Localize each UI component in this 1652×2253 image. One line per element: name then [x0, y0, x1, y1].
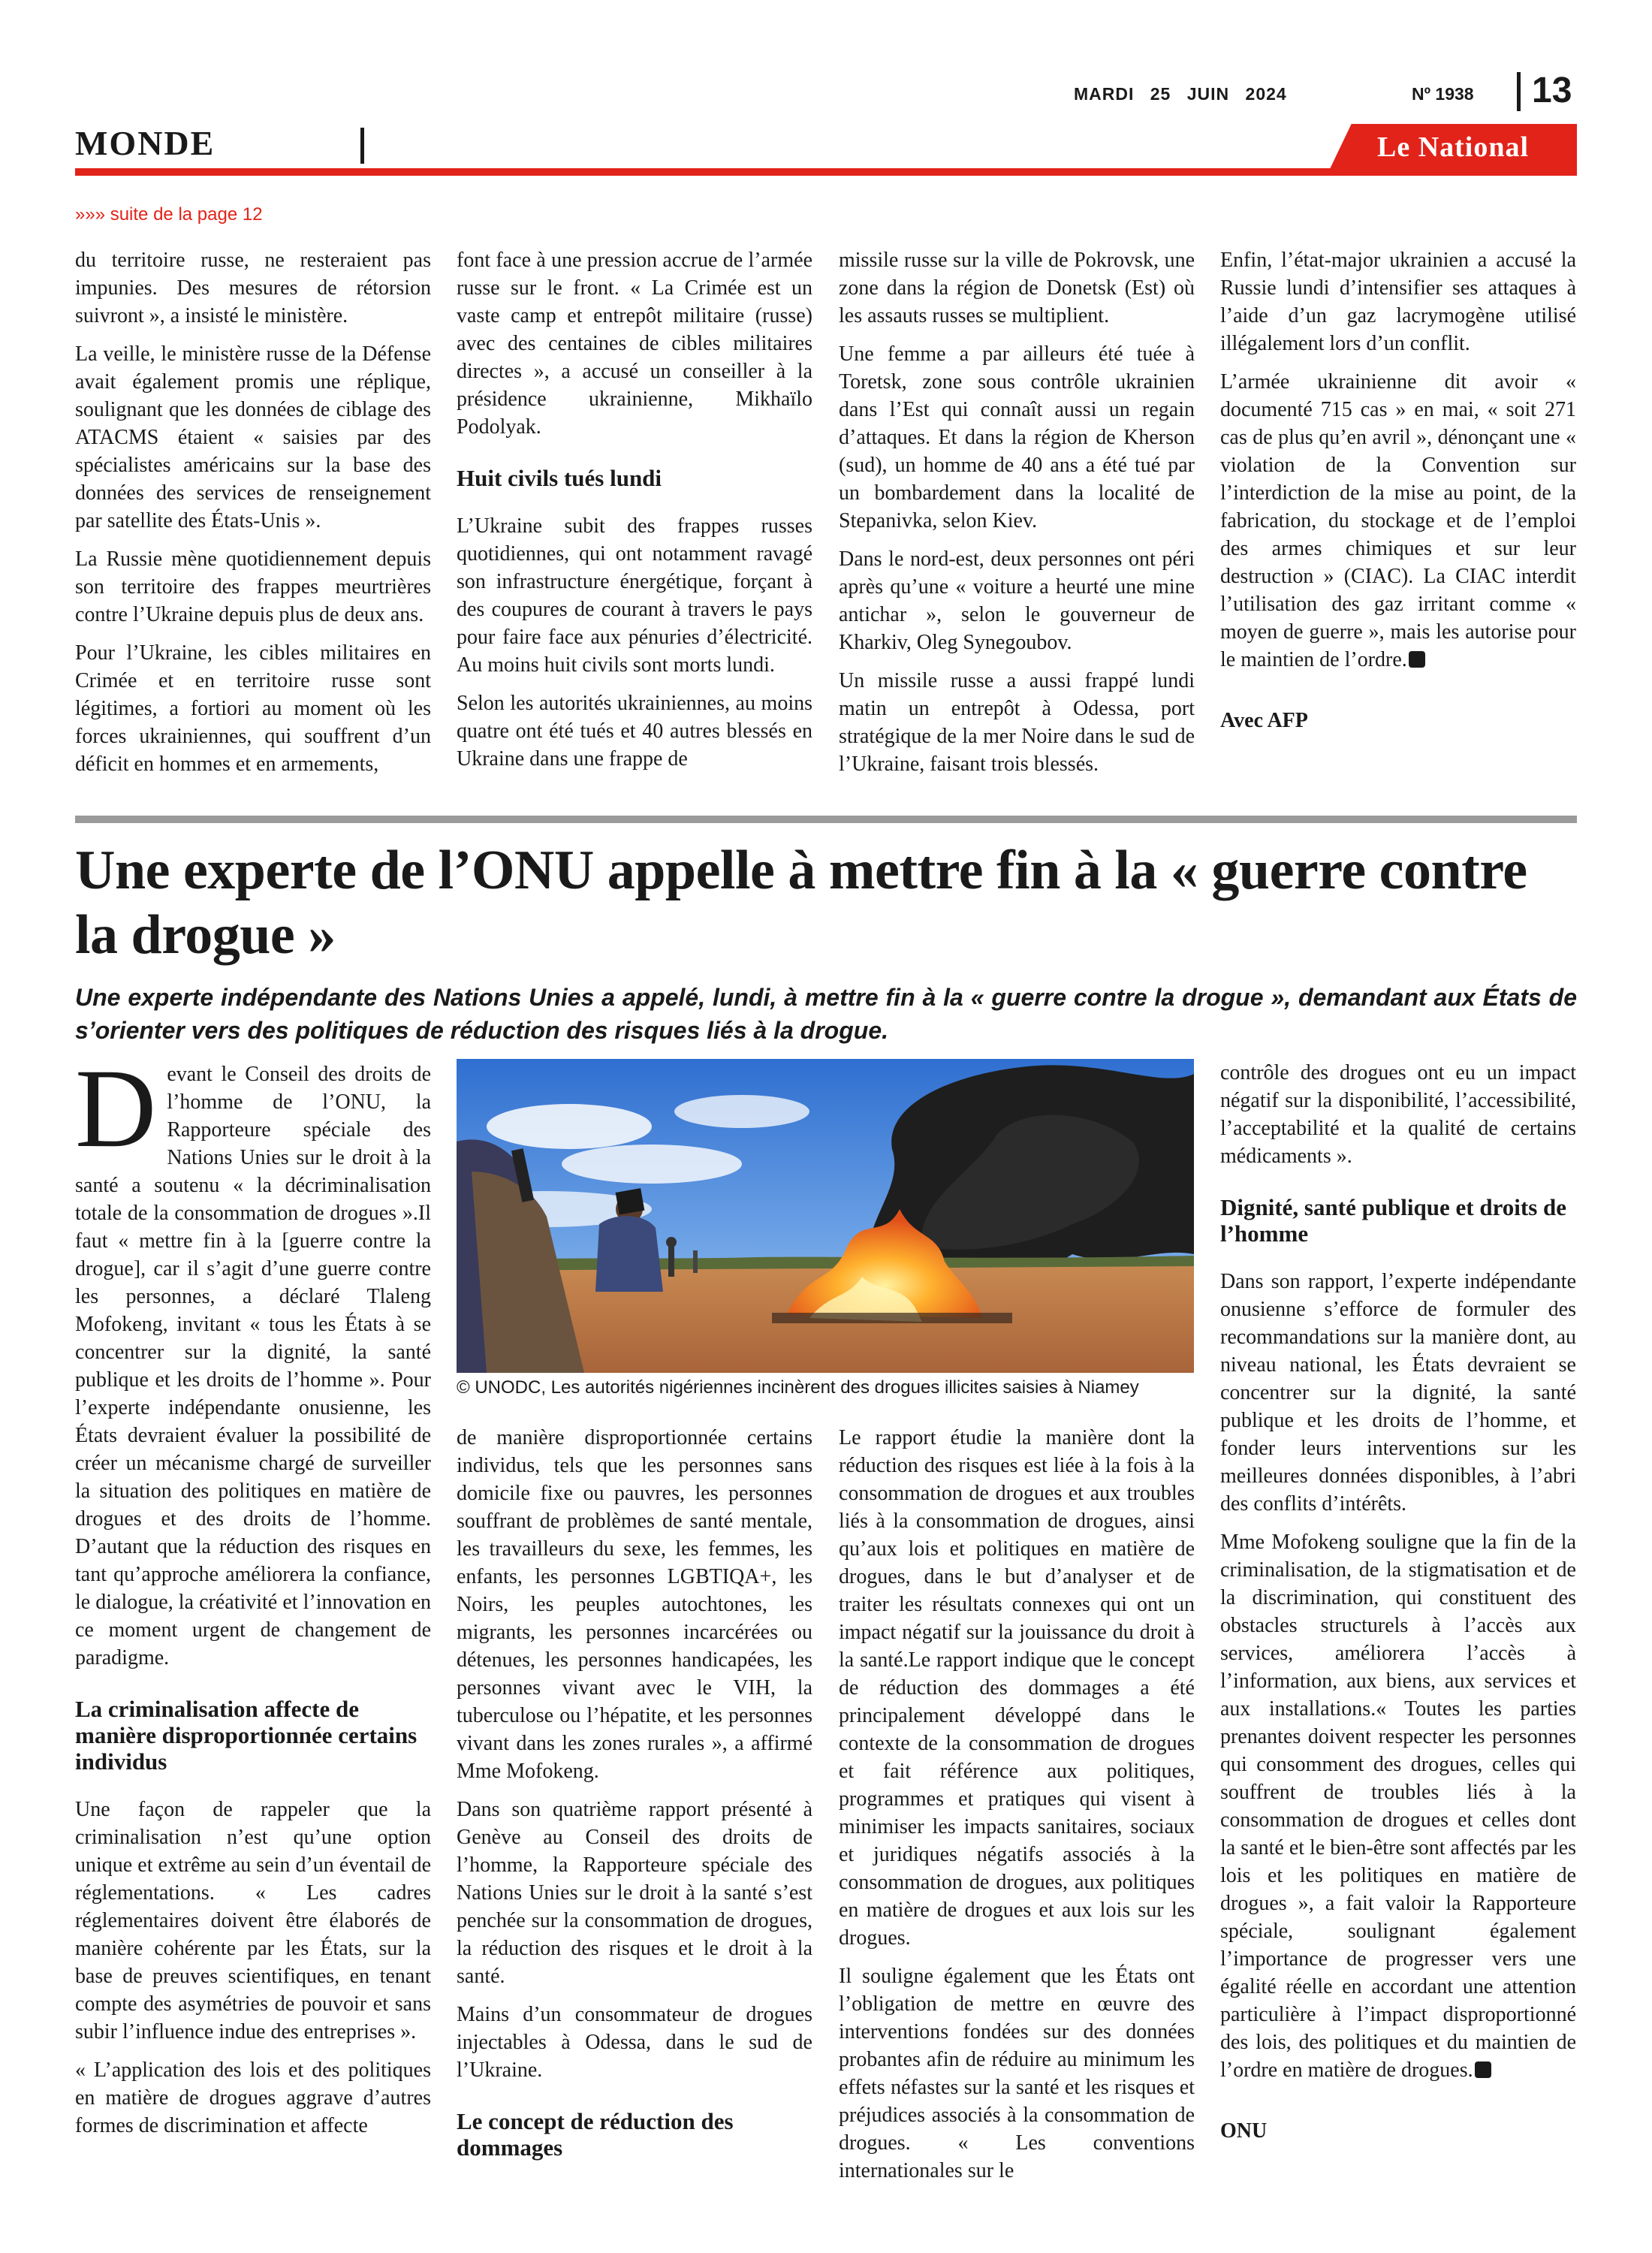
paragraph: La Russie mène quotidiennement depuis son territoire des frappes meurtrières contre l’Ukraine depuis plus de deux ans.: [75, 547, 431, 626]
paragraph: [75, 1046, 431, 1672]
subheading: Dignité, santé publique et droits de l’homme: [1220, 1194, 1567, 1247]
paragraph: [1220, 368, 1576, 674]
paragraph: du territoire russe, ne resteraient pas impunies. Des mesures de rétorsion suivront », a insisté le ministère.: [75, 249, 431, 327]
paragraph: Un missile russe a aussi frappé lundi matin un entrepôt à Odessa, port stratégique de la mer Noire dans le sud de l’Ukraine, faisant trois blessés.: [839, 669, 1195, 776]
paragraph: missile russe sur la ville de Pokrovsk, une zone dans la région de Donetsk (Est) où les assauts russes se multiplient.: [839, 249, 1195, 327]
byline: Avec AFP: [1220, 709, 1308, 732]
photo-caption: © UNODC, Les autorités nigériennes incinèrent des drogues illicites saisies à Niamey: [457, 1377, 1139, 1398]
continued-from[interactable]: »»» suite de la page 12: [75, 204, 263, 225]
paragraph: Une façon de rappeler que la criminalisation n’est qu’une option unique et extrême au sein d’un éventail de réglementations. « Les cadres réglementaires doivent être élaborés de manière cohérente par les États, sur la base de preuves scientifiques, en tenant compte des asymétries de pouvoir et sans subir l’influence indue des entreprises ».: [75, 1798, 431, 2043]
paragraph: L’Ukraine subit des frappes russes quotidiennes, qui ont notamment ravagé son infrastructure énergétique, forçant à des coupures de courant à travers le pays pour faire face aux pénuries d’électricité. Au moins huit civils sont morts lundi.: [457, 514, 812, 677]
subheading: La criminalisation affecte de manière disproportionnée certains individus: [75, 1696, 418, 1775]
subheading: Huit civils tués lundi: [457, 465, 662, 491]
paragraph: Selon les autorités ukrainiennes, au moins quatre ont été tués et 40 autres blessés en Ukraine dans une frappe de: [457, 692, 812, 771]
article-separator: [75, 816, 1577, 823]
paragraph: contrôle des drogues ont eu un impact négatif sur la disponibilité, l’accessibilité, l’acceptabilité et la qualité de certains médicaments ».: [1220, 1061, 1576, 1168]
paragraph: de manière disproportionnée certains individus, tels que les personnes sans domicile fixe ou pauvres, les personnes souffrant de problèmes de santé mentale, les travailleurs du sexe, les femmes, les enfants, les personnes LGBTIQA+, les Noirs, les peuples autochtones, les migrants, les personnes incarcérées ou détenues, les personnes handicapées, les personnes vivant avec le VIH, la tuberculose ou l’hépatite, et les personnes vivant dans les zones rurales », a affirmé Mme Mofokeng.: [457, 1426, 812, 1783]
paragraph: Une femme a par ailleurs été tuée à Toretsk, zone sous contrôle ukrainien dans l’Est qui connaît aussi un regain d’attaques. Et dans la région de Kherson (sud), un homme de 40 ans a été tué par un bombardement dans la localité de Stepanivka, selon Kiev.: [839, 342, 1195, 532]
paragraph: Dans son rapport, l’experte indépendante onusienne s’efforce de formuler des recommandations sur la manière dont, au niveau national, les États devraient se concentrer sur la dignité, la santé publique et les droits de l’homme, et fonder leurs interventions sur les meilleures données disponibles, à l’abri des conflits d’intérêts.: [1220, 1270, 1576, 1516]
paragraph: Enfin, l’état-major ukrainien a accusé la Russie lundi d’intensifier ses attaques à l’aide d’un gaz lacrymogène utilisé illégalement lors d’un conflit.: [1220, 249, 1576, 355]
paragraph: [1220, 1528, 1576, 2084]
paragraph: La veille, le ministère russe de la Défense avait également promis une réplique, soulignant que les données de ciblage des ATACMS étaient « saisies par des spécialistes américains sur la base des données des services de renseignement par satellite des États-Unis ».: [75, 342, 431, 532]
end-mark-icon: [1475, 2061, 1491, 2078]
top-story-column-2: [457, 246, 812, 783]
article-column-3: [839, 1424, 1195, 2195]
article-column-4: [1220, 1059, 1576, 2155]
top-story-column-4: [1220, 246, 1576, 745]
paragraph: Pour l’Ukraine, les cibles militaires en Crimée et en territoire russe sont légitimes, a fortiori au moment où les forces ukrainiennes, qui souffrent d’un déficit en hommes et en armements,: [75, 641, 431, 776]
paragraph: font face à une pression accrue de l’armée russe sur le front. « La Crimée est un vaste camp et entrepôt militaire (russe) avec des centaines de cibles militaires directes », a accusé un conseiller à la présidence ukrainienne, Mikhaïlo Podolyak.: [457, 249, 812, 439]
page-number: 13: [1532, 71, 1572, 110]
top-story-column-1: [75, 246, 431, 789]
issue-date: MARDI 25 JUIN 2024: [1074, 84, 1287, 104]
subheading: Le concept de réduction des dommages: [457, 2108, 734, 2161]
article-lede: Une experte indépendante des Nations Unies a appelé, lundi, à mettre fin à la « guerre contre la drogue », demandant aux États de s’orienter vers des politiques de réduction des risques liés à la drogue.: [75, 984, 1577, 1044]
article-headline: Une experte de l’ONU appelle à mettre fin à la « guerre contre la drogue »: [75, 840, 1527, 966]
end-mark-icon: [1409, 651, 1425, 668]
header-divider: [1517, 72, 1521, 111]
masthead-title: Le National: [1377, 131, 1530, 163]
paragraph: Dans le nord-est, deux personnes ont péri après qu’une « voiture a heurté une mine antichar », selon le gouverneur de Kharkiv, Oleg Synegoubov.: [839, 547, 1195, 654]
paragraph: « L’application des lois et des politiques en matière de drogues aggrave d’autres formes de discrimination et affecte: [75, 2058, 431, 2137]
paragraph-text: L’armée ukrainienne dit avoir « documenté 715 cas » en mai, « soit 271 cas de plus qu’en avril », dénonçant une « violation de la Convention sur l’interdiction de la mise au point, de la fabrication, du stockage et de l’emploi des armes chimiques et sur leur destruction » (CIAC). La CIAC interdit l’utilisation des gaz irritant comme « moyen de guerre », mais les autorise pour le maintien de l’ordre.: [1220, 370, 1576, 671]
byline: ONU: [1220, 2119, 1268, 2143]
header-rule: [75, 168, 1577, 176]
article-column-1: [75, 1046, 431, 2150]
top-story-column-3: [839, 246, 1195, 789]
section-divider: [360, 128, 364, 164]
drug-burning-photo: [457, 1059, 1194, 1373]
paragraph: Dans son quatrième rapport présenté à Genève au Conseil des droits de l’homme, la Rapporteure spéciale des Nations Unies sur le droit à la santé s’est penchée sur la consommation de drogues, la réduction des risques et le droit à la santé.: [457, 1798, 812, 1988]
paragraph: Mains d’un consommateur de drogues injectables à Odessa, dans le sud de l’Ukraine.: [457, 2003, 812, 2082]
paragraph: Il souligne également que les États ont l’obligation de mettre en œuvre des interventions fondées sur des données probantes afin de réduire au minimum les effets néfastes sur la santé et les risques et préjudices associés à la consommation de drogues. « Les conventions internationales sur le: [839, 1965, 1195, 2182]
drop-cap: D: [75, 1046, 157, 1171]
paragraph-text: Mme Mofokeng souligne que la fin de la criminalisation, de la stigmatisation et de la discrimination, qui constituent des obstacles structurels à l’accès aux services, améliorera l’accès à l’information, aux biens, aux services et aux installations.« Toutes les parties prenantes doivent respecter les personnes qui consomment des drogues, celles qui souffrent de troubles liés à la consommation de drogues et celles dont la santé et le bien-être sont affectés par les lois et les politiques en matière de drogues », a fait valoir la Rapporteure spéciale, soulignant également l’importance de progresser vers une égalité réelle en accordant une attention particulière à l’impact disproportionné des lois, des politiques et du maintien de l’ordre en matière de drogues.: [1220, 1531, 1576, 2082]
paragraph-text: evant le Conseil des droits de l’homme de l’ONU, la Rapporteure spéciale des Nations Unies sur le droit à la santé a soutenu « la décriminalisation totale de la consommation de drogues ».Il faut « mettre fin à la [guerre contre la drogue], car il s’agit d’une guerre contre les personnes, a déclaré Tlaleng Mofokeng, invitant « tous les États à se concentrer sur la dignité, la santé publique et les droits de l’homme ». Pour l’experte indépendante onusienne, les États devraient évaluer la possibilité de créer un mécanisme chargé de surveiller la situation des politiques en matière de drogues et des droits de l’homme. D’autant que la réduction des risques en tant qu’approche améliorera la confiance, le dialogue, la créativité et l’innovation en ce moment urgent de changement de paradigme.: [75, 1063, 431, 1669]
section-title: MONDE: [75, 124, 216, 162]
article-column-2: [457, 1424, 812, 2182]
paragraph: Le rapport étudie la manière dont la réduction des risques est liée à la fois à la consommation de drogues et aux troubles liés à la consommation de drogues, ainsi qu’aux lois et politiques en matière de drogues, dans le but d’analyser et de traiter les résultats connexes qui ont un impact négatif sur la jouissance du droit à la santé.Le rapport indique que le concept de réduction des dommages a été principalement développé dans le contexte de la consommation de drogues et fait référence aux politiques, programmes et pratiques qui visent à minimiser les impacts sanitaires, sociaux et juridiques négatifs associés à la consommation de drogues, aux politiques en matière de drogues et aux lois sur les drogues.: [839, 1426, 1195, 1950]
issue-number: Nº 1938: [1412, 84, 1474, 104]
article-photo: [457, 1059, 1194, 1373]
